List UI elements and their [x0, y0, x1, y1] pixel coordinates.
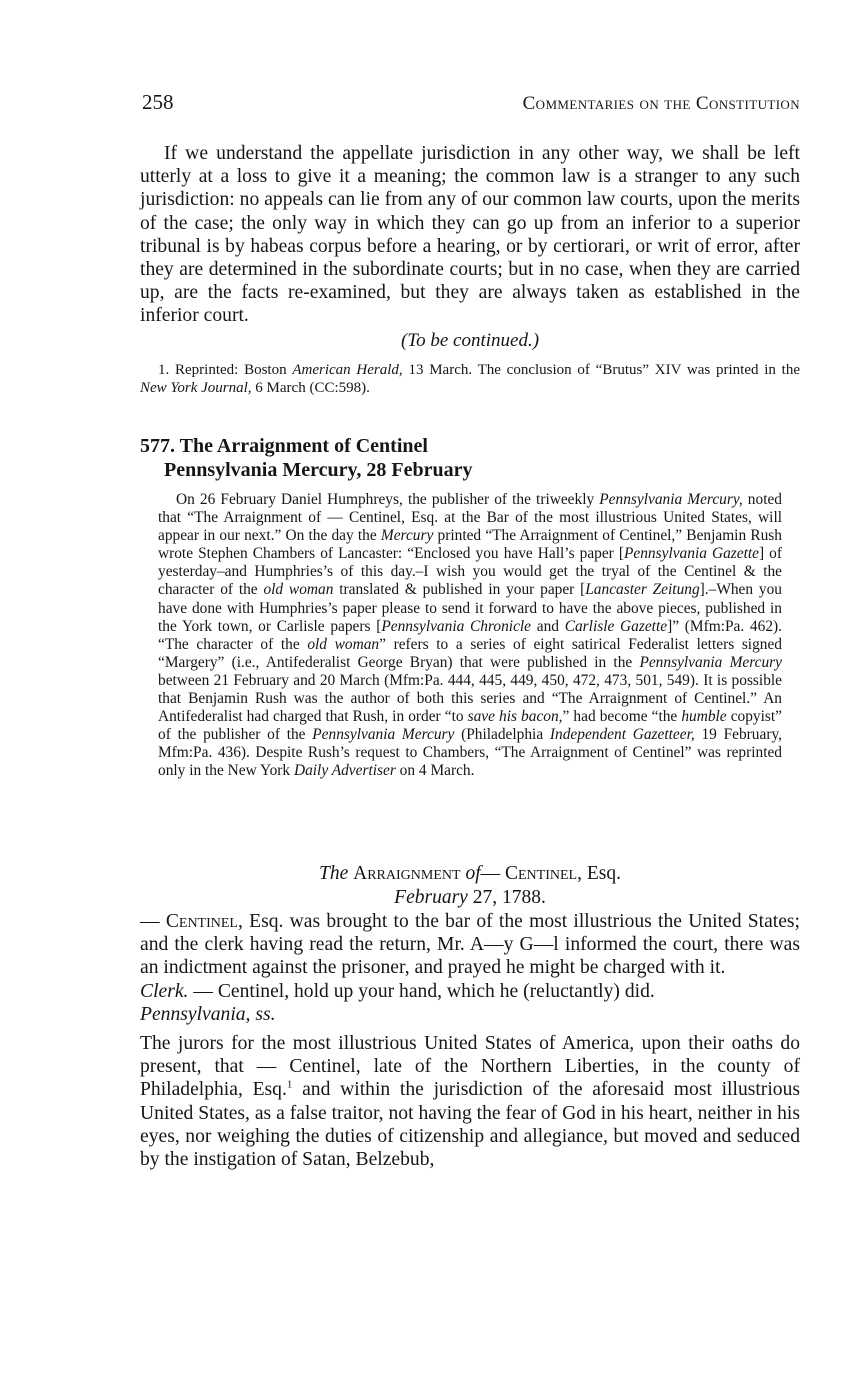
headnote-paragraph: On 26 February Daniel Humphreys, the publisher of the triweekly Pennsylvania Mercury, noted that “The Arraignment of — Centinel, Esq. at the Bar of the most illustrious United States, will appear in our next.” On the day the Mercury printed “The Arraignment of Centinel,” Benjamin Rush wrote Stephen Chambers of Lancaster: “Enclosed you have Hall’s paper [Pennsylvania Gazette] of yesterday–and Humphries’s of this day.–I wish you would get the tryal of the Centinel & the character of the old woman translated & published in your paper [Lancaster Zeitung].–When you have done with Humphries’s paper please to send it forward to have the above pieces, published in the York town, or Carlisle papers [Pennsylvania Chronicle and Carlisle Gazette]” (Mfm:Pa. 462). “The character of the old woman” refers to a series of eight satirical Federalist letters signed “Margery” (i.e., Antifederalist George Bryan) that were published in the Pennsylvania Mercury between 21 February and 20 March (Mfm:Pa. 444, 445, 449, 450, 472, 473, 501, 549). It is possible that Benjamin Rush was the author of both this series and “The Arraignment of Centinel.” An Antifederalist had charged that Rush, in order “to save his bacon,” had become “the humble copyist” of the publisher of the Pennsylvania Mercury (Philadelphia Independent Gazetteer, 19 February, Mfm:Pa. 436). Despite Rush’s request to Chambers, “The Arraignment of Centinel” was reprinted only in the New York Daily Advertiser on 4 March. — [158, 491, 783, 780]
piece-paragraph-1: — Centinel, Esq. was brought to the bar of the most illustrious the United States; and the clerk having read the return, Mr. A—y G—l informed the court, there was an indictment against the prisoner, and prayed he might be charged with it. — [140, 911, 800, 979]
continuation-block — [140, 142, 800, 352]
footnote-block — [140, 362, 800, 397]
to-be-continued-note: (To be continued.) — [400, 329, 540, 351]
page-number: 258 — [142, 90, 174, 114]
page-header — [142, 90, 800, 115]
piece-dateline: February 27, 1788. — [394, 887, 546, 908]
document-title: 577. The Arraignment of Centinel — [140, 435, 428, 457]
piece-paragraph-2: Clerk. — Centinel, hold up your hand, which he (reluctantly) did. — [140, 980, 655, 1002]
piece-paragraph-3: The jurors for the most illustrious United States of America, upon their oaths do present, that — Centinel, late of the Northern Liberties, in the county of Philadelphia, Esq.$^1$ and within the jurisdiction of the aforesaid most illustrious United States, as a false traitor, not having the fear of God in his heart, neither in his eyes, nor weighing the duties of citizenship and allegiance, but moved and seduced by the instigation of Satan, Belzebub, — [140, 1033, 800, 1171]
continuation-paragraph: If we understand the appellate jurisdiction in any other way, we shall be left utterly at a loss to give it a meaning; the common law is a stranger to any such jurisdiction: no appeals can lie from any of our common law courts, upon the merits of the case; the only way in which they can go up from an inferior to a superior tribunal is by habeas corpus before a hearing, or by certiorari, or writ of error, after they are determined in the subordinate courts; but in no case, when they are carried up, are the facts re-examined, but they are always taken as established in the inferior court. — [140, 143, 800, 327]
piece-title: The Arraignment of— Centinel, Esq. — [319, 863, 621, 884]
running-head: Commentaries on the Constitution — [522, 93, 800, 114]
footnote-ref-1: 1 — [286, 1078, 293, 1091]
footnote-1: 1. Reprinted: Boston American Herald, 13 March. The conclusion of “Brutus” XIV was printed in the New York Journal, 6 March (CC:598). — [140, 362, 800, 396]
headnote-block — [140, 491, 782, 781]
piece-block — [140, 862, 800, 1171]
document-heading — [140, 434, 800, 482]
document-subtitle: Pennsylvania Mercury, 28 February — [164, 459, 473, 481]
venue-line: Pennsylvania, ss. — [140, 1003, 276, 1025]
